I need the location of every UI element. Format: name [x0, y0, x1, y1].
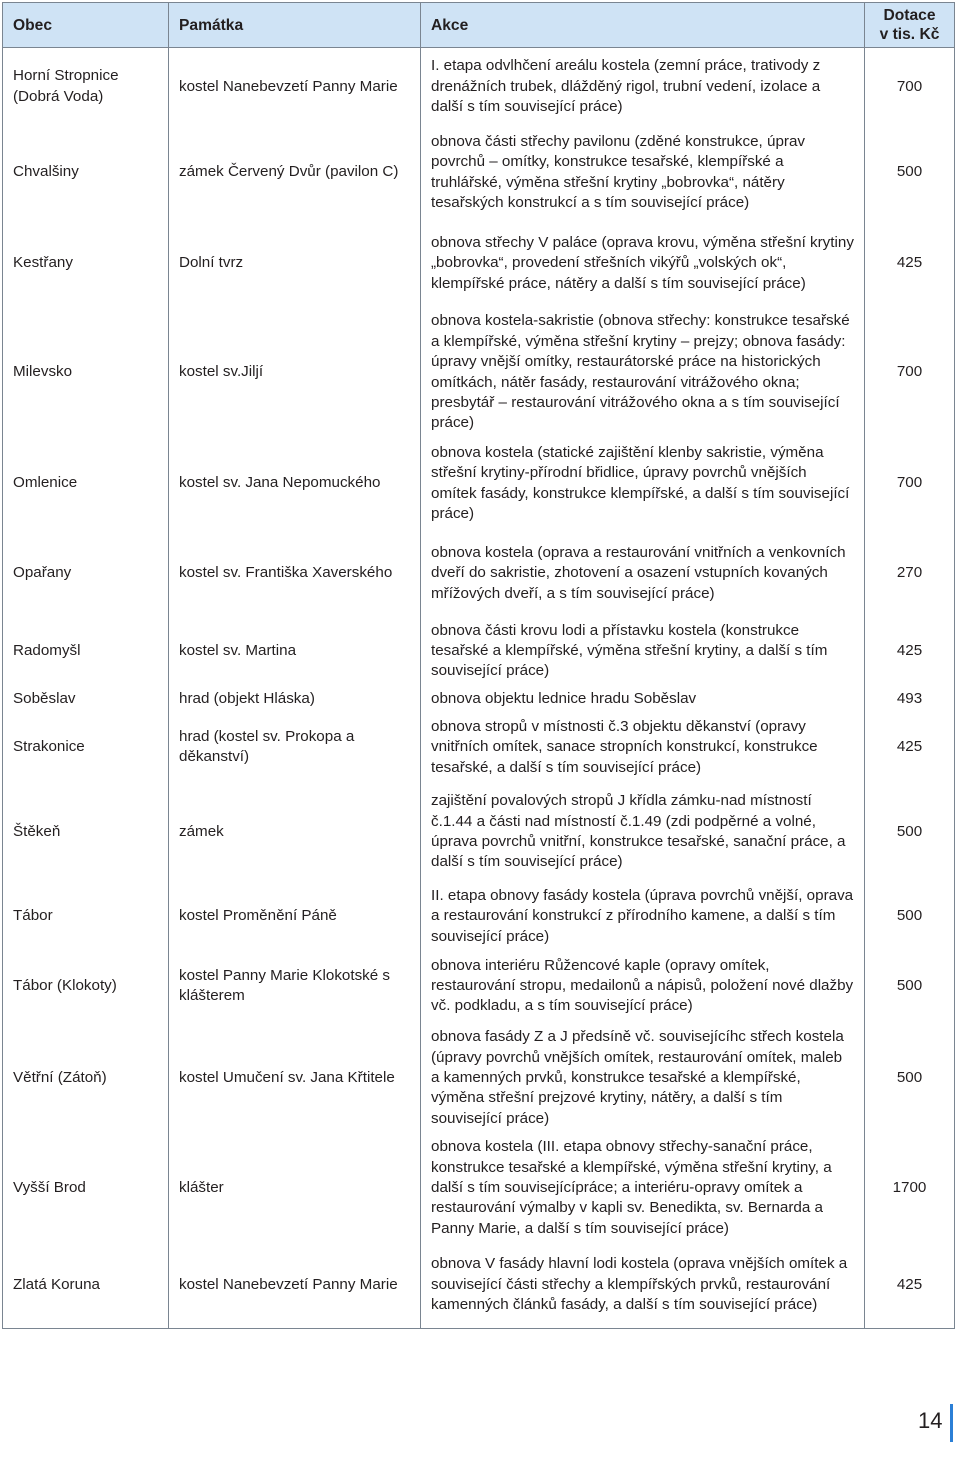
cell-pamatka: kostel Proměnění Páně	[169, 883, 421, 950]
cell-dotace: 425	[865, 618, 955, 685]
table-row	[3, 220, 955, 308]
cell-dotace: 493	[865, 685, 955, 714]
cell-dotace: 270	[865, 530, 955, 618]
cell-akce: obnova interiéru Růžencové kaple (opravy omítek, restaurování stropu, medailonů a nápisů, položení nové dlažby vč. podkladu, a s tím související práce)	[421, 950, 865, 1022]
cell-akce: obnova stropů v místnosti č.3 objektu děkanství (opravy vnitřních omítek, sanace stropních konstrukcí, konstrukce tesařské, a další s tím související práce)	[421, 714, 865, 781]
cell-akce: obnova fasády Z a J předsíně vč. souvisejícíhc střech kostela (úpravy povrchů vnějších omítek, restaurování omítek, maleb a kamenných prvků, konstrukce tesařské a klempířské, výměna střešní prejzové krytiny, nátěry, a další s tím související práce)	[421, 1022, 865, 1134]
cell-dotace: 500	[865, 126, 955, 220]
cell-pamatka: kostel Nanebevzetí Panny Marie	[169, 48, 421, 126]
cell-akce: obnova části krovu lodi a přístavku kostela (konstrukce tesařské a klempířské, výměna střešní krytiny, a další s tím související práce)	[421, 618, 865, 685]
cell-obec: Tábor (Klokoty)	[3, 950, 169, 1022]
cell-obec: Soběslav	[3, 685, 169, 714]
table-row	[3, 126, 955, 220]
table-row	[3, 883, 955, 950]
cell-akce: obnova kostela (statické zajištění klenby sakristie, výměna střešní krytiny-přírodní břidlice, úpravy povrchů vnějších omítek fasády, konstrukce klempířské, a další s tím související práce)	[421, 438, 865, 530]
table-row	[3, 1242, 955, 1328]
cell-dotace: 500	[865, 1022, 955, 1134]
cell-dotace: 700	[865, 438, 955, 530]
cell-pamatka: kostel sv. Františka Xaverského	[169, 530, 421, 618]
header-akce: Akce	[421, 3, 865, 48]
cell-dotace: 500	[865, 883, 955, 950]
table-row	[3, 48, 955, 126]
cell-pamatka: kostel sv. Jana Nepomuckého	[169, 438, 421, 530]
cell-dotace: 1700	[865, 1134, 955, 1242]
cell-obec: Radomyšl	[3, 618, 169, 685]
cell-pamatka: hrad (objekt Hláska)	[169, 685, 421, 714]
cell-akce: II. etapa obnovy fasády kostela (úprava povrchů vnější, oprava a restaurování konstrukcí z přírodního kamene, a další s tím související práce)	[421, 883, 865, 950]
table-row	[3, 618, 955, 685]
cell-obec: Omlenice	[3, 438, 169, 530]
cell-dotace: 700	[865, 308, 955, 438]
cell-pamatka: kostel Nanebevzetí Panny Marie	[169, 1242, 421, 1328]
cell-akce: obnova kostela-sakristie (obnova střechy: konstrukce tesařské a klempířské, výměna střešní krytiny – prejzy; obnova fasády: úpravy vnější omítky, restaurátorské práce na historických omítkách, nátěr fasády, restaurování vitrážového okna; presbytář – restaurování vitrážového okna a s tím související práce)	[421, 308, 865, 438]
cell-pamatka: kostel sv. Martina	[169, 618, 421, 685]
table-row	[3, 530, 955, 618]
cell-dotace: 425	[865, 714, 955, 781]
table-row	[3, 950, 955, 1022]
cell-obec: Horní Stropnice (Dobrá Voda)	[3, 48, 169, 126]
cell-akce: obnova kostela (III. etapa obnovy střechy-sanační práce, konstrukce tesařské a klempířské, výměna střešní krytiny, a další s tím souvisejícípráce; a interiéru-opravy omítek a restaurování výmalby v kapli sv. Benedikta, sv. Bernarda a Panny Marie, a další s tím související práce)	[421, 1134, 865, 1242]
cell-akce: obnova V fasády hlavní lodi kostela (oprava vnějších omítek a související části střechy a klempířských prvků, restaurování kamenných článků fasády, a další s tím související práce)	[421, 1242, 865, 1328]
table-row	[3, 438, 955, 530]
table-row	[3, 685, 955, 714]
cell-obec: Opařany	[3, 530, 169, 618]
cell-obec: Chvalšiny	[3, 126, 169, 220]
header-dotace-line2: v tis. Kč	[879, 26, 940, 43]
cell-obec: Tábor	[3, 883, 169, 950]
header-pamatka: Památka	[169, 3, 421, 48]
table-row	[3, 308, 955, 438]
cell-obec: Zlatá Koruna	[3, 1242, 169, 1328]
cell-dotace: 700	[865, 48, 955, 126]
header-dotace-line1: Dotace	[883, 7, 936, 24]
grants-table	[2, 2, 955, 1329]
cell-dotace: 425	[865, 1242, 955, 1328]
cell-akce: obnova střechy V paláce (oprava krovu, výměna střešní krytiny „bobrovka“, provedení střešních vikýřů „volských ok“, klempířské práce, nátěry a další s tím související práce)	[421, 220, 865, 308]
header-obec: Obec	[3, 3, 169, 48]
cell-pamatka: kostel sv.Jiljí	[169, 308, 421, 438]
cell-dotace: 425	[865, 220, 955, 308]
cell-pamatka: Dolní tvrz	[169, 220, 421, 308]
table-row	[3, 714, 955, 781]
table-row	[3, 1022, 955, 1134]
cell-pamatka: kostel Panny Marie Klokotské s klášterem	[169, 950, 421, 1022]
page-accent-bar	[950, 1404, 953, 1442]
cell-dotace: 500	[865, 950, 955, 1022]
cell-dotace: 500	[865, 781, 955, 883]
cell-pamatka: kostel Umučení sv. Jana Křtitele	[169, 1022, 421, 1134]
table-row	[3, 1134, 955, 1242]
cell-obec: Milevsko	[3, 308, 169, 438]
cell-obec: Větřní (Zátoň)	[3, 1022, 169, 1134]
cell-obec: Strakonice	[3, 714, 169, 781]
table-row	[3, 781, 955, 883]
cell-pamatka: zámek	[169, 781, 421, 883]
cell-obec: Vyšší Brod	[3, 1134, 169, 1242]
cell-pamatka: klášter	[169, 1134, 421, 1242]
cell-pamatka: zámek Červený Dvůr (pavilon C)	[169, 126, 421, 220]
page-number: 14	[918, 1408, 943, 1433]
table-header-row	[3, 3, 955, 48]
cell-obec: Kestřany	[3, 220, 169, 308]
header-dotace	[865, 3, 955, 48]
cell-akce: obnova části střechy pavilonu (zděné konstrukce, úprav povrchů – omítky, konstrukce tesařské, klempířské a truhlářské, výměna střešní krytiny „bobrovka“, nátěry tesařských konstrukcí a s tím související práce)	[421, 126, 865, 220]
cell-akce: obnova objektu lednice hradu Soběslav	[421, 685, 865, 714]
cell-akce: I. etapa odvlhčení areálu kostela (zemní práce, trativody z drenážních trubek, dlážděný rigol, trubní vedení, izolace a další s tím související práce)	[421, 48, 865, 126]
cell-akce: obnova kostela (oprava a restaurování vnitřních a venkovních dveří do sakristie, zhotovení a osazení vstupních kovaných mřížových dveří, a s tím související práce)	[421, 530, 865, 618]
cell-obec: Štěkeň	[3, 781, 169, 883]
cell-akce: zajištění povalových stropů J křídla zámku-nad místností č.1.44 a části nad místností č.1.49 (zdi podpěrné a volné, úprava povrchů vnitřní, konstrukce tesařské, sanační práce, a další s tím související práce)	[421, 781, 865, 883]
cell-pamatka: hrad (kostel sv. Prokopa a děkanství)	[169, 714, 421, 781]
